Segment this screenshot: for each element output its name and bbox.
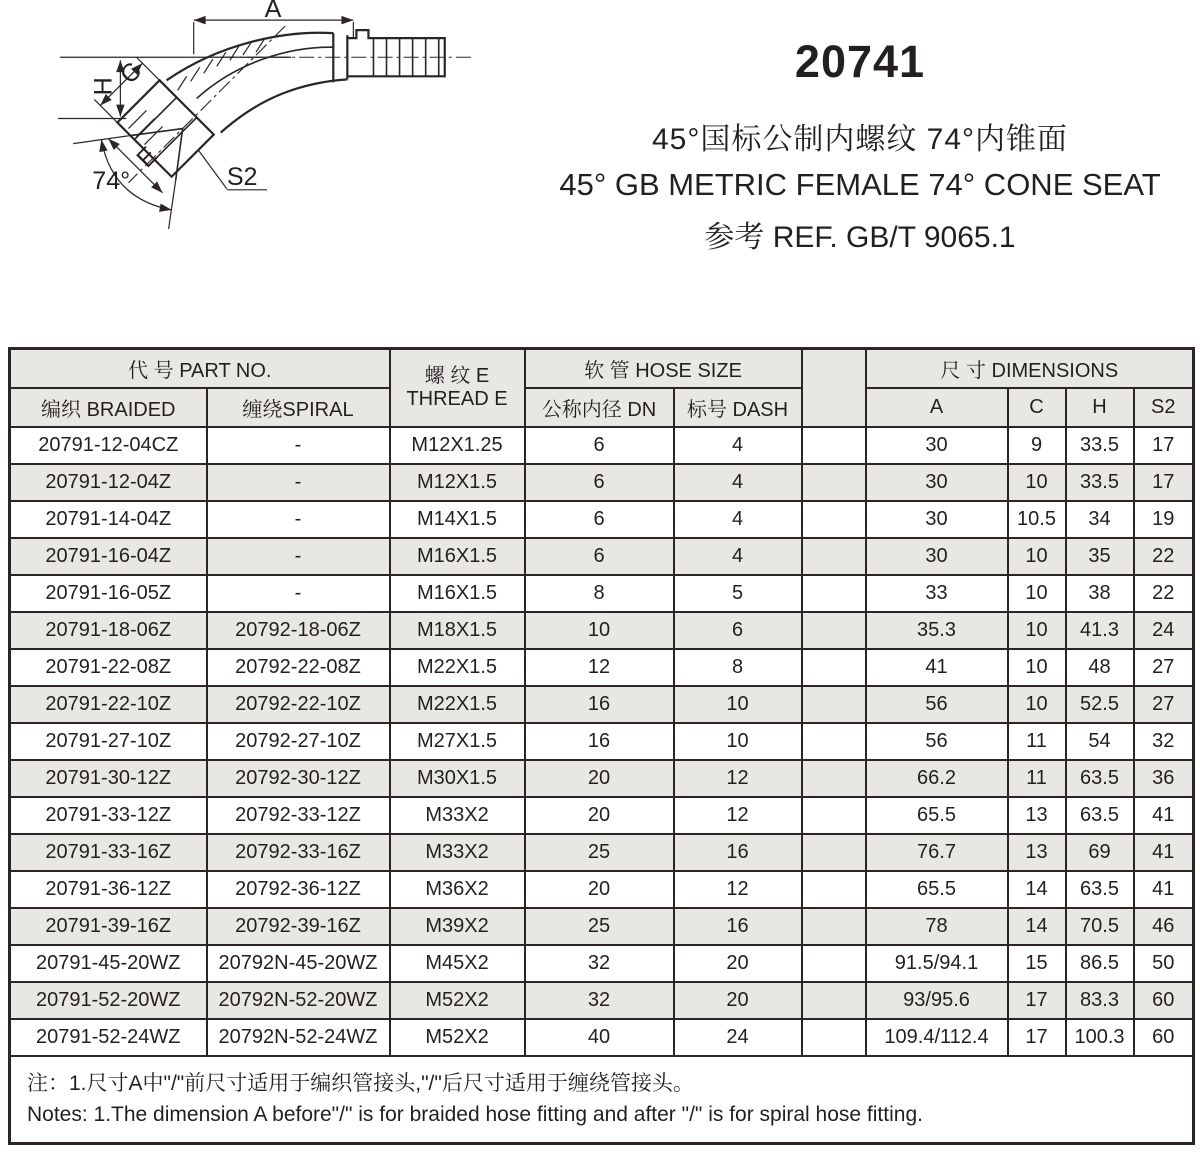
table-cell: 20792N-52-24WZ <box>207 1019 390 1056</box>
technical-drawing <box>50 0 482 236</box>
table-cell: 20792-39-16Z <box>207 908 390 945</box>
table-cell: 69 <box>1066 834 1134 871</box>
header-hose-size: 软 管 HOSE SIZE <box>525 349 802 388</box>
table-cell: 10 <box>1008 538 1066 575</box>
header-dash: 标号 DASH <box>674 388 802 427</box>
table-cell: M33X2 <box>390 834 525 871</box>
table-row <box>10 612 1194 649</box>
header-spiral: 缠绕SPIRAL <box>207 388 390 427</box>
table-cell: 76.7 <box>866 834 1008 871</box>
table-cell: 20792N-52-20WZ <box>207 982 390 1019</box>
table-cell <box>802 538 866 575</box>
table-cell: 22 <box>1134 538 1194 575</box>
table-cell: M45X2 <box>390 945 525 982</box>
table-cell: 30 <box>866 538 1008 575</box>
table-cell: M16X1.5 <box>390 575 525 612</box>
table-cell: 93/95.6 <box>866 982 1008 1019</box>
table-cell <box>802 501 866 538</box>
table-cell: - <box>207 501 390 538</box>
table-cell: 16 <box>525 686 674 723</box>
table-cell <box>802 982 866 1019</box>
table-cell: 10 <box>674 723 802 760</box>
table-cell: 20791-52-20WZ <box>10 982 207 1019</box>
table-cell <box>802 575 866 612</box>
table-cell: 20791-27-10Z <box>10 723 207 760</box>
table-cell: M36X2 <box>390 871 525 908</box>
table-cell: M16X1.5 <box>390 538 525 575</box>
product-title-cn: 45°国标公制内螺纹 74°内锥面 <box>651 123 1069 156</box>
table-cell: 32 <box>1134 723 1194 760</box>
table-footer <box>10 1056 1194 1144</box>
header-dimensions: 尺 寸 DIMENSIONS <box>866 349 1194 388</box>
table-cell: 78 <box>866 908 1008 945</box>
fitting-drawing-svg <box>50 0 482 236</box>
table-cell: 20791-33-12Z <box>10 797 207 834</box>
table-cell: 20792-33-16Z <box>207 834 390 871</box>
table-cell: 10 <box>674 686 802 723</box>
table-cell: 30 <box>866 464 1008 501</box>
table-cell <box>802 1019 866 1056</box>
table-cell: 10 <box>1008 464 1066 501</box>
table-cell: 33 <box>866 575 1008 612</box>
table-cell: 14 <box>1008 871 1066 908</box>
table-cell: 17 <box>1134 464 1194 501</box>
table-row <box>10 427 1194 464</box>
table-cell: 4 <box>674 538 802 575</box>
table-cell: 6 <box>525 464 674 501</box>
table-cell: 36 <box>1134 760 1194 797</box>
table-cell: 12 <box>674 797 802 834</box>
header-part-no: 代 号 PART NO. <box>10 349 390 388</box>
table-cell: 34 <box>1066 501 1134 538</box>
product-ref-standard: 参考 REF. GB/T 9065.1 <box>704 221 1016 254</box>
table-row <box>10 982 1194 1019</box>
table-cell: 5 <box>674 575 802 612</box>
cone-extension-line <box>169 181 176 229</box>
bend-outer-outline <box>167 33 334 81</box>
table-cell: 66.2 <box>866 760 1008 797</box>
table-cell: 48 <box>1066 649 1134 686</box>
table-cell: 20 <box>525 871 674 908</box>
dim-label-h: H <box>89 77 118 96</box>
table-cell: 16 <box>674 834 802 871</box>
table-cell <box>802 760 866 797</box>
table-cell: M33X2 <box>390 797 525 834</box>
table-cell: 20 <box>525 797 674 834</box>
table-cell: 20791-16-05Z <box>10 575 207 612</box>
table-cell: M14X1.5 <box>390 501 525 538</box>
table-cell: 25 <box>525 908 674 945</box>
table-cell: 41 <box>1134 834 1194 871</box>
nut-hex-flat <box>155 117 197 159</box>
table-cell: 14 <box>1008 908 1066 945</box>
table-cell: 20792-27-10Z <box>207 723 390 760</box>
table-cell: 13 <box>1008 797 1066 834</box>
table-cell: 17 <box>1134 427 1194 464</box>
table-cell: M18X1.5 <box>390 612 525 649</box>
table-cell: - <box>207 538 390 575</box>
table-cell: M27X1.5 <box>390 723 525 760</box>
table-cell: 8 <box>674 649 802 686</box>
table-cell: 6 <box>525 501 674 538</box>
table-row <box>10 945 1194 982</box>
table-cell: 46 <box>1134 908 1194 945</box>
table-cell: 8 <box>525 575 674 612</box>
table-cell: 20791-12-04Z <box>10 464 207 501</box>
table-cell: 20791-22-08Z <box>10 649 207 686</box>
table-cell: 30 <box>866 427 1008 464</box>
model-number: 20741 <box>794 36 926 87</box>
table-cell: M22X1.5 <box>390 649 525 686</box>
table-cell: 20792-22-08Z <box>207 649 390 686</box>
table-cell <box>802 871 866 908</box>
table-row <box>10 501 1194 538</box>
table-cell: 27 <box>1134 686 1194 723</box>
table-cell: 41.3 <box>1066 612 1134 649</box>
table-cell: 10 <box>1008 575 1066 612</box>
notes-cell <box>10 1056 1194 1144</box>
hose-tail-outline <box>347 30 444 76</box>
table-row <box>10 871 1194 908</box>
table-cell: 12 <box>674 871 802 908</box>
table-cell: 6 <box>525 538 674 575</box>
table-row <box>10 538 1194 575</box>
table-cell: 41 <box>866 649 1008 686</box>
table-cell: - <box>207 427 390 464</box>
table-cell: 12 <box>674 760 802 797</box>
table-cell: 83.3 <box>1066 982 1134 1019</box>
table-cell: 9 <box>1008 427 1066 464</box>
table-cell: 20791-33-16Z <box>10 834 207 871</box>
table-cell: M12X1.5 <box>390 464 525 501</box>
table-cell: 20791-45-20WZ <box>10 945 207 982</box>
table-cell: 65.5 <box>866 871 1008 908</box>
table-cell: 54 <box>1066 723 1134 760</box>
table-cell: 4 <box>674 427 802 464</box>
table-row <box>10 760 1194 797</box>
table-cell: 4 <box>674 501 802 538</box>
s2-leader-line <box>199 151 227 189</box>
table-cell: 56 <box>866 686 1008 723</box>
table-cell: 20791-14-04Z <box>10 501 207 538</box>
table-cell <box>802 464 866 501</box>
table-cell: 41 <box>1134 797 1194 834</box>
dim-label-a: A <box>264 0 282 24</box>
table-cell: 63.5 <box>1066 871 1134 908</box>
table-cell: 10.5 <box>1008 501 1066 538</box>
table-cell: 32 <box>525 945 674 982</box>
table-cell <box>802 723 866 760</box>
table-cell: 20791-12-04CZ <box>10 427 207 464</box>
table-cell: 20791-16-04Z <box>10 538 207 575</box>
table-cell: 10 <box>1008 686 1066 723</box>
header-dim-h: H <box>1066 388 1134 427</box>
title-block <box>555 36 1165 256</box>
table-cell: 35.3 <box>866 612 1008 649</box>
table-row <box>10 649 1194 686</box>
note-line-en: Notes: 1.The dimension A before"/" is for braided hose fitting and after "/" is for spiral hose fitting. <box>27 1103 923 1127</box>
note-line-cn: 注：1.尺寸A中"/"前尺寸适用于编织管接头,"/"后尺寸适用于缠绕管接头。 <box>27 1071 694 1095</box>
table-cell: 33.5 <box>1066 427 1134 464</box>
table-cell: 56 <box>866 723 1008 760</box>
table-cell: 20791-52-24WZ <box>10 1019 207 1056</box>
table-cell: - <box>207 464 390 501</box>
table-cell: 20792-30-12Z <box>207 760 390 797</box>
table-cell <box>802 797 866 834</box>
table-cell: 15 <box>1008 945 1066 982</box>
table-row <box>10 797 1194 834</box>
header-dn: 公称内径 DN <box>525 388 674 427</box>
table-cell: 20791-18-06Z <box>10 612 207 649</box>
table-cell: 65.5 <box>866 797 1008 834</box>
table-cell: 10 <box>525 612 674 649</box>
table-cell: 20 <box>525 760 674 797</box>
table-cell: 6 <box>525 427 674 464</box>
table-cell: 60 <box>1134 982 1194 1019</box>
table-cell: 33.5 <box>1066 464 1134 501</box>
table-cell <box>802 686 866 723</box>
table-cell: - <box>207 575 390 612</box>
header-thread-en: THREAD E <box>406 387 508 410</box>
table-cell: 11 <box>1008 760 1066 797</box>
table-cell <box>802 649 866 686</box>
table-cell: 30 <box>866 501 1008 538</box>
table-cell: 35 <box>1066 538 1134 575</box>
table-cell: 10 <box>1008 612 1066 649</box>
table-cell: 109.4/112.4 <box>866 1019 1008 1056</box>
table-cell: M52X2 <box>390 982 525 1019</box>
table-row <box>10 464 1194 501</box>
table-cell <box>802 945 866 982</box>
table-cell: 70.5 <box>1066 908 1134 945</box>
table-cell <box>802 612 866 649</box>
table-cell: M52X2 <box>390 1019 525 1056</box>
table-cell: 12 <box>525 649 674 686</box>
spec-table <box>8 347 1195 1145</box>
table-cell: M12X1.25 <box>390 427 525 464</box>
table-cell: 4 <box>674 464 802 501</box>
table-cell: 22 <box>1134 575 1194 612</box>
table-cell: 16 <box>525 723 674 760</box>
table-cell: 10 <box>1008 649 1066 686</box>
dim-label-c: C <box>114 56 148 90</box>
dim-label-e: E <box>131 141 163 174</box>
table-cell: 20 <box>674 982 802 1019</box>
header-thread <box>390 349 525 427</box>
table-cell: 100.3 <box>1066 1019 1134 1056</box>
table-cell: 25 <box>525 834 674 871</box>
table-cell: 38 <box>1066 575 1134 612</box>
table-cell: 17 <box>1008 982 1066 1019</box>
header-dim-a: A <box>866 388 1008 427</box>
table-cell: 16 <box>674 908 802 945</box>
table-cell: 20 <box>674 945 802 982</box>
table-cell: 20792-22-10Z <box>207 686 390 723</box>
table-cell: M22X1.5 <box>390 686 525 723</box>
table-cell: 60 <box>1134 1019 1194 1056</box>
table-row <box>10 908 1194 945</box>
table-cell: M39X2 <box>390 908 525 945</box>
table-cell: 20792-36-12Z <box>207 871 390 908</box>
table-cell <box>802 908 866 945</box>
table-row <box>10 686 1194 723</box>
table-cell: 20791-30-12Z <box>10 760 207 797</box>
header-dim-c: C <box>1008 388 1066 427</box>
bend-seam <box>197 47 335 98</box>
table-cell: 20792N-45-20WZ <box>207 945 390 982</box>
table-cell: 40 <box>525 1019 674 1056</box>
angle-label: 74° <box>92 166 131 195</box>
table-cell: 11 <box>1008 723 1066 760</box>
header-spacer-column <box>802 349 866 427</box>
table-cell: 91.5/94.1 <box>866 945 1008 982</box>
table-row <box>10 723 1194 760</box>
table-cell: M30X1.5 <box>390 760 525 797</box>
table-cell: 6 <box>674 612 802 649</box>
table-cell: 13 <box>1008 834 1066 871</box>
table-cell: 20791-39-16Z <box>10 908 207 945</box>
header-dim-s2: S2 <box>1134 388 1194 427</box>
table-cell: 24 <box>674 1019 802 1056</box>
dim-label-s2: S2 <box>226 162 258 191</box>
table-cell: 19 <box>1134 501 1194 538</box>
table-cell: 20791-22-10Z <box>10 686 207 723</box>
table-cell: 63.5 <box>1066 797 1134 834</box>
table-cell: 24 <box>1134 612 1194 649</box>
table-cell: 41 <box>1134 871 1194 908</box>
table-cell: 20792-33-12Z <box>207 797 390 834</box>
table-cell: 32 <box>525 982 674 1019</box>
table-cell: 63.5 <box>1066 760 1134 797</box>
table-cell: 52.5 <box>1066 686 1134 723</box>
table-row <box>10 1019 1194 1056</box>
header-thread-cn: 螺 纹 E <box>424 364 490 387</box>
table-cell: 20791-36-12Z <box>10 871 207 908</box>
table-cell: 50 <box>1134 945 1194 982</box>
table-cell <box>802 834 866 871</box>
table-row <box>10 834 1194 871</box>
table-header <box>10 349 1194 427</box>
table-cell: 86.5 <box>1066 945 1134 982</box>
table-cell: 27 <box>1134 649 1194 686</box>
product-title-en: 45° GB METRIC FEMALE 74° CONE SEAT <box>559 167 1161 202</box>
table-cell: 17 <box>1008 1019 1066 1056</box>
header-braided: 编织 BRAIDED <box>10 388 207 427</box>
table-cell: 20792-18-06Z <box>207 612 390 649</box>
bend-inner-outline <box>221 79 348 132</box>
table-cell <box>802 427 866 464</box>
table-body <box>10 427 1194 1056</box>
table-row <box>10 575 1194 612</box>
